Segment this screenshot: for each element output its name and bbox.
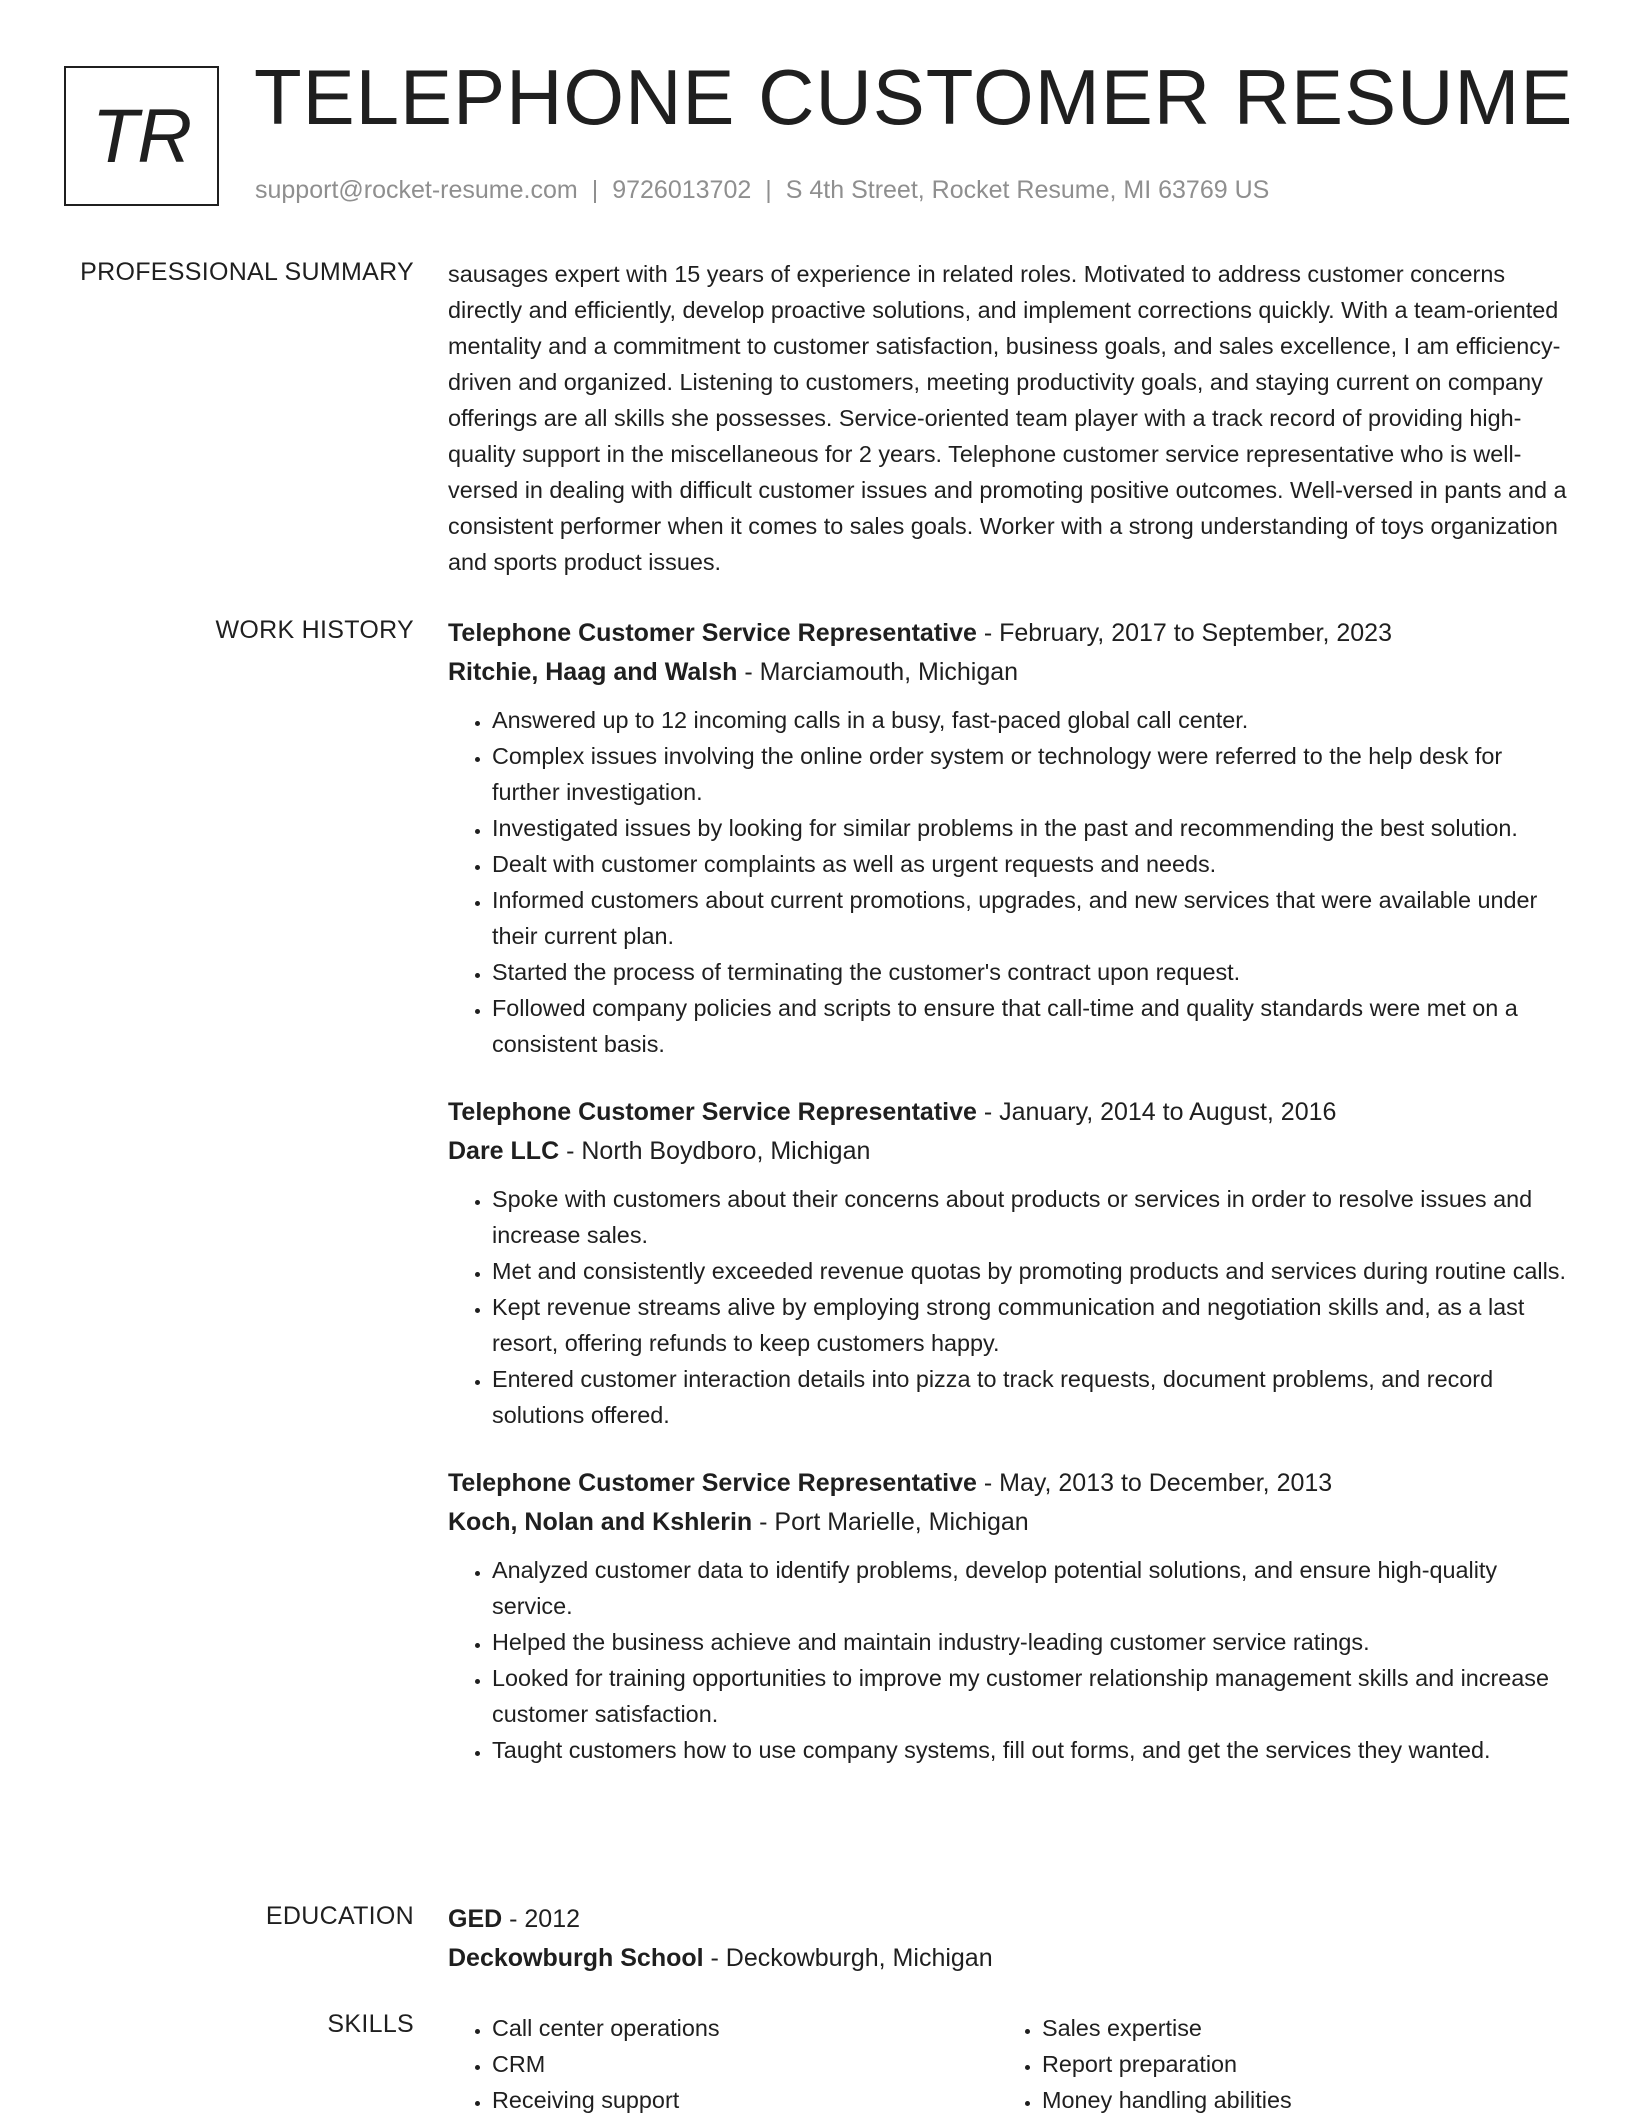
- job-bullet: • Started the process of terminating the customer's contract upon request.: [492, 954, 1570, 990]
- job-bullet: • Followed company policies and scripts to ensure that call-time and quality standards were met on a consistent basis.: [492, 990, 1570, 1062]
- education-location: - Deckowburgh, Michigan: [703, 1944, 993, 1972]
- job-bullet: • Informed customers about current promotions, upgrades, and new services that were available under their current plan.: [492, 882, 1570, 954]
- job-title: Telephone Customer Service Representative: [448, 1098, 977, 1126]
- monogram-logo: [64, 66, 219, 206]
- monogram-text: TR: [91, 93, 192, 179]
- job-dates: - January, 2014 to August, 2016: [976, 1098, 1337, 1126]
- skill-item: • CRM: [492, 2046, 998, 2082]
- education-school-line: [448, 1939, 1570, 1978]
- section-label-education: EDUCATION: [265, 1902, 414, 1930]
- work-history-body: [448, 614, 1570, 1799]
- job-company-line: [448, 653, 1570, 692]
- job-bullet: • Met and consistently exceeded revenue quotas by promoting products and services during routine calls.: [492, 1253, 1570, 1289]
- job-location: - Port Marielle, Michigan: [752, 1508, 1029, 1536]
- resume-title: TELEPHONE CUSTOMER RESUME: [254, 53, 1574, 141]
- job-bullets: [448, 1181, 1570, 1433]
- skill-item: • Receiving support: [492, 2082, 998, 2118]
- job-company-line: [448, 1503, 1570, 1542]
- job-bullet: • Spoke with customers about their concerns about products or services in order to resolve issues and increase sales.: [492, 1181, 1570, 1253]
- skill-item: • Call center operations: [492, 2010, 998, 2046]
- education-year: - 2012: [502, 1905, 581, 1933]
- contact-email[interactable]: support@rocket-resume.com: [255, 176, 578, 204]
- education-degree-line: [448, 1900, 1570, 1939]
- job-bullet: • Helped the business achieve and maintain industry-leading customer service ratings.: [492, 1624, 1570, 1660]
- section-label-skills: SKILLS: [327, 2010, 414, 2038]
- skills-list-left: [448, 2010, 998, 2118]
- job-bullet: • Looked for training opportunities to improve my customer relationship management skills and increase customer satisfaction.: [492, 1660, 1570, 1732]
- job-title-line: [448, 1464, 1570, 1503]
- section-label-summary: PROFESSIONAL SUMMARY: [80, 258, 414, 286]
- job-bullet: • Entered customer interaction details into pizza to track requests, document problems, and record solutions offered.: [492, 1361, 1570, 1433]
- job-dates: - May, 2013 to December, 2013: [976, 1469, 1333, 1497]
- job-location: - North Boydboro, Michigan: [559, 1137, 871, 1165]
- job-bullets: [448, 702, 1570, 1062]
- job-entry: [448, 1464, 1570, 1768]
- education-school: Deckowburgh School: [448, 1944, 704, 1972]
- job-title: Telephone Customer Service Representative: [448, 619, 977, 647]
- job-company: Koch, Nolan and Kshlerin: [448, 1508, 753, 1536]
- summary-text: sausages expert with 15 years of experience in related roles. Motivated to address customer concerns directly and efficiently, develop proactive solutions, and implement corrections quickly. With a team-oriented mentality and a commitment to customer satisfaction, business goals, and sales excellence, I am efficiency-driven and organized. Listening to customers, meeting productivity goals, and staying current on company offerings are all skills she possesses. Service-oriented team player with a track record of providing high-quality support in the miscellaneous for 2 years. Telephone customer service representative who is well-versed in dealing with difficult customer issues and promoting positive outcomes. Well-versed in pants and a consistent performer when it comes to sales goals. Worker with a strong understanding of toys organization and sports product issues.: [448, 261, 1567, 575]
- summary-body: [448, 256, 1570, 580]
- contact-line: [255, 176, 1269, 205]
- job-company: Ritchie, Haag and Walsh: [448, 658, 738, 686]
- skill-item: • Sales expertise: [1042, 2010, 1548, 2046]
- job-bullet: • Kept revenue streams alive by employing strong communication and negotiation skills and, as a last resort, offering refunds to keep customers happy.: [492, 1289, 1570, 1361]
- job-company: Dare LLC: [448, 1137, 560, 1165]
- job-bullet: • Taught customers how to use company systems, fill out forms, and get the services they wanted.: [492, 1732, 1570, 1768]
- education-body: [448, 1900, 1570, 1978]
- job-dates: - February, 2017 to September, 2023: [976, 619, 1392, 647]
- section-label-work-history: WORK HISTORY: [215, 616, 414, 644]
- job-bullets: [448, 1552, 1570, 1768]
- job-bullet: • Investigated issues by looking for similar problems in the past and recommending the best solution.: [492, 810, 1570, 846]
- job-location: - Marciamouth, Michigan: [737, 658, 1019, 686]
- contact-address: S 4th Street, Rocket Resume, MI 63769 US: [785, 176, 1270, 204]
- job-title-line: [448, 1093, 1570, 1132]
- skills-list-right: [998, 2010, 1548, 2118]
- job-title-line: [448, 614, 1570, 653]
- job-company-line: [448, 1132, 1570, 1171]
- skill-item: • Report preparation: [1042, 2046, 1548, 2082]
- contact-separator: |: [591, 176, 599, 204]
- job-entry: [448, 614, 1570, 1062]
- job-bullet: • Answered up to 12 incoming calls in a busy, fast-paced global call center.: [492, 702, 1570, 738]
- skills-columns: [448, 2010, 1570, 2118]
- job-entry: [448, 1093, 1570, 1433]
- contact-phone[interactable]: 9726013702: [612, 176, 752, 204]
- skill-item: • Money handling abilities: [1042, 2082, 1548, 2118]
- job-title: Telephone Customer Service Representative: [448, 1469, 977, 1497]
- job-bullet: • Dealt with customer complaints as well as urgent requests and needs.: [492, 846, 1570, 882]
- contact-separator: |: [765, 176, 772, 204]
- education-degree: GED: [448, 1905, 503, 1933]
- job-bullet: • Analyzed customer data to identify problems, develop potential solutions, and ensure high-quality service.: [492, 1552, 1570, 1624]
- skills-body: [448, 2010, 1570, 2118]
- job-bullet: • Complex issues involving the online order system or technology were referred to the help desk for further investigation.: [492, 738, 1570, 810]
